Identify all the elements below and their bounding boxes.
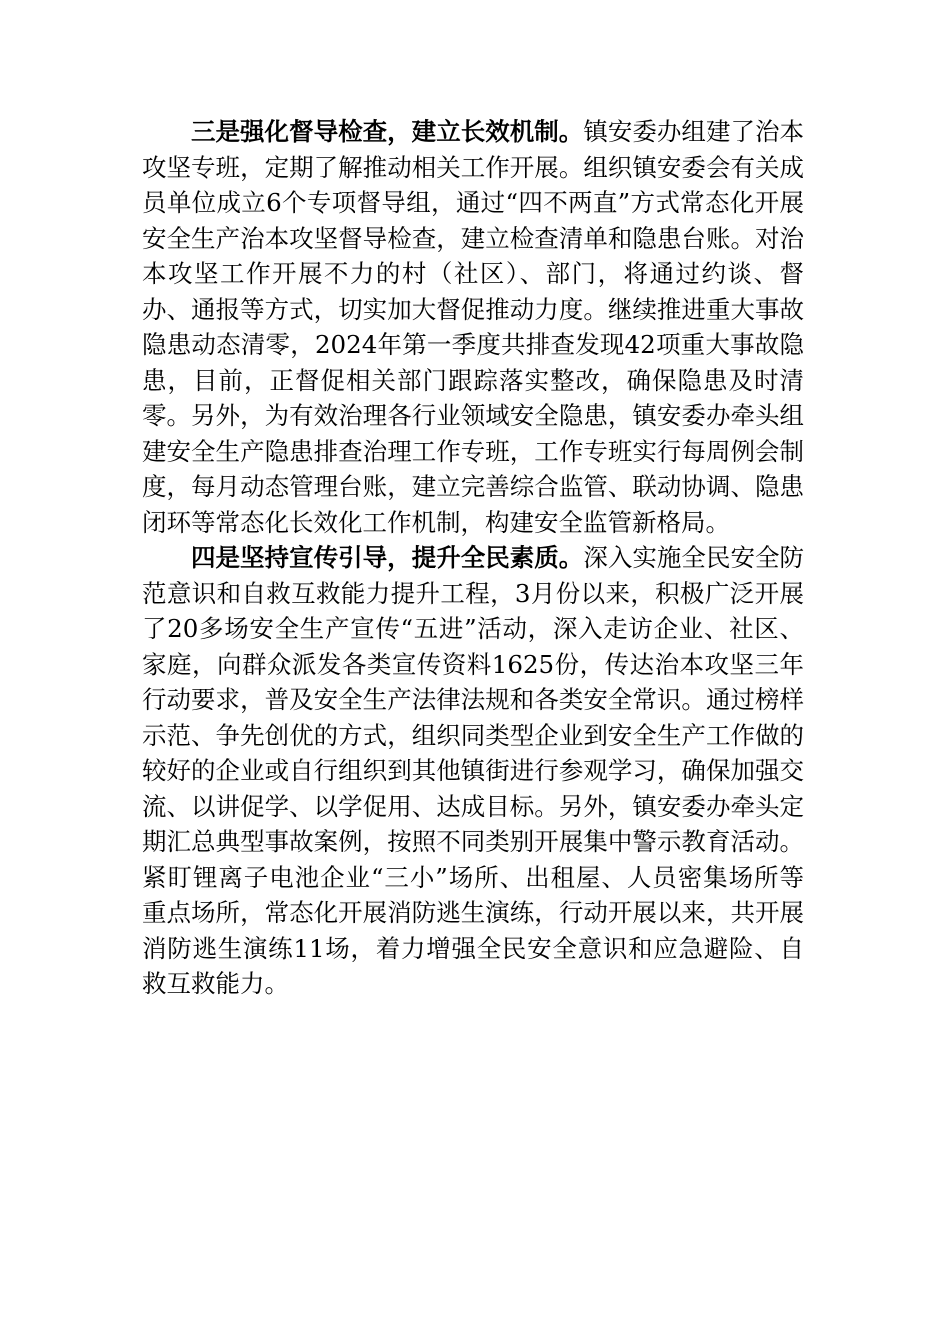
- paragraph-supervision: [142, 114, 804, 540]
- paragraph-text: 镇安委办组建了治本攻坚专班，定期了解推动相关工作开展。组织镇安委会有关成员单位成立6个专项督导组，通过“四不两直”方式常态化开展安全生产治本攻坚督导检查，建立检查清单和隐患台账。对治本攻坚工作开展不力的村（社区）、部门，将通过约谈、督办、通报等方式，切实加大督促推动力度。继续推进重大事故隐患动态清零，2024年第一季度共排查发现42项重大事故隐患，目前，正督促相关部门跟踪落实整改，确保隐患及时清零。另外，为有效治理各行业领域安全隐患，镇安委办牵头组建安全生产隐患排查治理工作专班，工作专班实行每周例会制度，每月动态管理台账，建立完善综合监管、联动协调、隐患闭环等常态化长效化工作机制，构建安全监管新格局。: [142, 117, 805, 537]
- paragraph-publicity: [142, 540, 804, 1002]
- paragraph-lead-heading: 四是坚持宣传引导，提升全民素质。: [191, 543, 584, 572]
- paragraph-text: 深入实施全民安全防范意识和自救互救能力提升工程，3月份以来，积极广泛开展了20多场安全生产宣传“五进”活动，深入走访企业、社区、家庭，向群众派发各类宣传资料1625份，传达治本攻坚三年行动要求，普及安全生产法律法规和各类安全常识。通过榜样示范、争先创优的方式，组织同类型企业到安全生产工作做的较好的企业或自行组织到其他镇街进行参观学习，确保加强交流、以讲促学、以学促用、达成目标。另外，镇安委办牵头定期汇总典型事故案例，按照不同类别开展集中警示教育活动。紧盯锂离子电池企业“三小”场所、出租屋、人员密集场所等重点场所，常态化开展消防逃生演练，行动开展以来，共开展消防逃生演练11场，着力增强全民安全意识和应急避险、自救互救能力。: [142, 543, 805, 998]
- paragraph-lead-heading: 三是强化督导检查，建立长效机制。: [191, 117, 584, 146]
- document-body: [142, 114, 804, 1002]
